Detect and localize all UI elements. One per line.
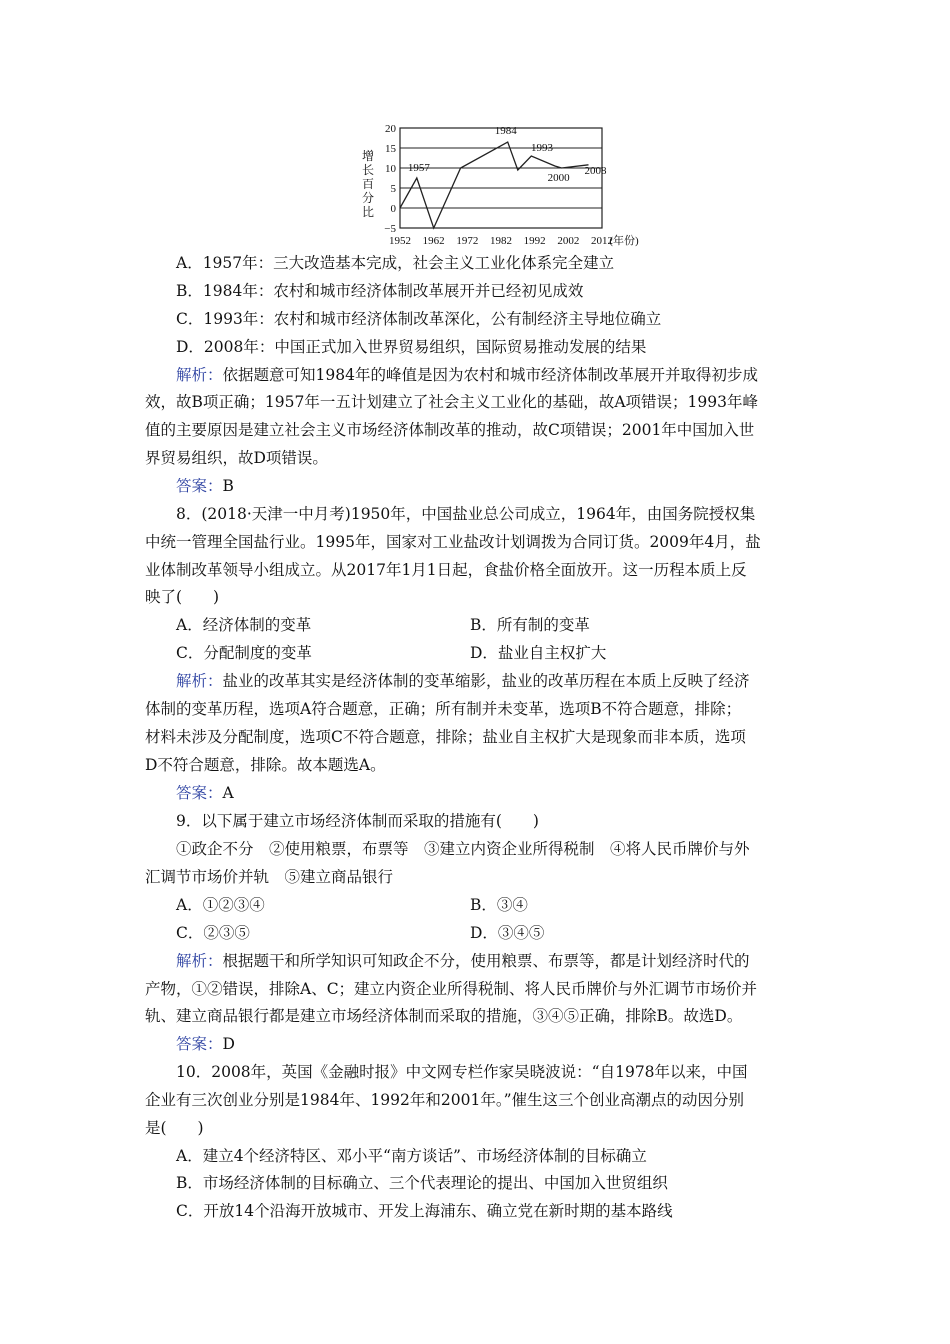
annotation-label: 1957 <box>407 162 430 174</box>
analysis-line <box>176 671 750 691</box>
analysis-label: 解析： <box>176 366 223 384</box>
text-line <box>176 309 661 329</box>
line-text: B <box>222 477 234 495</box>
text-line <box>145 560 747 580</box>
y-tick-label: 5 <box>390 183 396 195</box>
y-axis-label-char: 分 <box>361 191 375 205</box>
line-text: B．1984年：农村和城市经济体制改革展开并已经初见成效 <box>176 282 584 300</box>
text-line <box>145 867 393 887</box>
analysis-line <box>176 951 750 971</box>
text-line <box>176 615 311 635</box>
text-line <box>145 532 761 552</box>
line-text: D不符合题意，排除。故本题选A。 <box>145 756 386 774</box>
line-text: A <box>222 784 234 802</box>
answer-label: 答案： <box>176 477 223 495</box>
x-tick-label: 1962 <box>422 235 445 247</box>
text-line <box>145 448 328 468</box>
text-line <box>145 392 758 412</box>
line-text: A．经济体制的变革 <box>176 616 312 634</box>
chart-grid <box>400 128 602 228</box>
text-line <box>145 979 757 999</box>
line-text: C．开放14个沿海开放城市、开发上海浦东、确立党在新时期的基本路线 <box>176 1202 673 1220</box>
text-line <box>145 1006 742 1026</box>
line-text: D <box>222 1035 235 1053</box>
x-tick-label: 1972 <box>456 235 479 247</box>
line-text: 值的主要原因是建立社会主义市场经济体制改革的推动，故C项错误；2001年中国加入世 <box>145 421 755 439</box>
text-line <box>145 1090 744 1110</box>
x-tick-label: 1982 <box>490 235 512 247</box>
answer-label: 答案： <box>176 784 223 802</box>
y-tick-label: 15 <box>385 143 396 155</box>
line-text: 中统一管理全国盐行业。1995年，国家对工业盐改计划调拨为合同订货。2009年4月，盐 <box>145 533 761 551</box>
text-line <box>145 727 746 747</box>
y-axis-label-char: 长 <box>361 163 375 177</box>
text-line <box>145 699 741 719</box>
annotation-label: 2000 <box>547 172 570 184</box>
y-tick-label: −5 <box>384 223 396 235</box>
text-line <box>176 1062 748 1082</box>
text-line <box>176 839 750 859</box>
y-axis-label-char: 比 <box>361 205 375 219</box>
line-text: 是( ) <box>145 1119 204 1137</box>
answer-line <box>176 1034 235 1054</box>
text-line <box>176 253 614 273</box>
plot-frame <box>400 128 602 228</box>
text-line <box>176 643 312 663</box>
series-line <box>400 142 589 228</box>
line-text: 盐业的改革其实是经济体制的变革缩影，盐业的改革历程在本质上反映了经济 <box>222 672 750 690</box>
text-line <box>176 1201 673 1221</box>
answer-label: 答案： <box>176 1035 223 1053</box>
answer-line <box>176 783 234 803</box>
text-line <box>145 587 219 607</box>
line-text: ①政企不分 ②使用粮票，布票等 ③建立内资企业所得税制 ④将人民币牌价与外 <box>176 840 750 858</box>
line-text: 8．(2018·天津一中月考)1950年，中国盐业总公司成立，1964年，由国务院授权集 <box>176 505 756 523</box>
text-line <box>145 420 754 440</box>
chart-annotations <box>408 125 607 184</box>
text-line <box>145 755 386 775</box>
x-axis-label: (年份) <box>609 235 639 247</box>
analysis-label: 解析： <box>176 952 223 970</box>
line-text: 效，故B项正确；1957年一五计划建立了社会主义工业化的基础，故A项错误；1993年峰 <box>145 393 758 411</box>
line-text: 界贸易组织，故D项错误。 <box>145 449 328 467</box>
x-tick-label: 2012 <box>591 235 613 247</box>
text-line <box>176 1173 668 1193</box>
y-tick-labels <box>384 123 396 235</box>
line-text: C．②③⑤ <box>176 924 250 942</box>
text-line <box>176 337 646 357</box>
y-axis-label-char: 增 <box>361 149 375 163</box>
text-line <box>145 1118 204 1138</box>
chart-series <box>400 142 589 228</box>
option-text: B．所有制的变革 <box>470 616 590 634</box>
y-tick-label: 20 <box>385 123 396 135</box>
text-line <box>176 1146 647 1166</box>
annotation-label: 2008 <box>584 164 607 177</box>
line-text: A．①②③④ <box>176 896 265 914</box>
x-tick-label: 2002 <box>557 235 580 247</box>
y-tick-label: 0 <box>390 203 396 215</box>
option-text: D．盐业自主权扩大 <box>470 644 607 662</box>
line-text: 业体制改革领导小组成立。从2017年1月1日起，食盐价格全面放开。这一历程本质上反 <box>145 561 747 579</box>
growth-line-chart <box>352 120 672 250</box>
x-tick-label: 1992 <box>523 235 546 247</box>
text-line <box>176 281 583 301</box>
line-text: 企业有三次创业分别是1984年、1992年和2001年。”催生这三个创业高潮点的动因分别 <box>145 1091 745 1109</box>
annotation-label: 1984 <box>494 125 517 137</box>
line-text: 依据题意可知1984年的峰值是因为农村和城市经济体制改革展开并取得初步成 <box>222 366 758 384</box>
text-line <box>176 895 265 915</box>
line-text: 汇调节市场价并轨 ⑤建立商品银行 <box>145 868 394 886</box>
text-line <box>176 811 539 831</box>
line-text: 材料未涉及分配制度，选项C不符合题意，排除；盐业自主权扩大是现象而非本质，选项 <box>145 728 746 746</box>
line-text: A．1957年：三大改造基本完成，社会主义工业化体系完全建立 <box>176 254 615 272</box>
text-line <box>176 504 755 524</box>
line-text: 产物，①②错误，排除A、C；建立内资企业所得税制、将人民币牌价与外汇调节市场价并 <box>145 980 758 998</box>
annotation-label: 1993 <box>531 142 554 154</box>
y-tick-label: 10 <box>385 163 396 175</box>
line-text: D．2008年：中国正式加入世界贸易组织，国际贸易推动发展的结果 <box>176 338 647 356</box>
line-text: 体制的变革历程，选项A符合题意，正确；所有制并未变革，选项B不符合题意，排除； <box>145 700 742 718</box>
line-text: 映了( ) <box>145 588 220 606</box>
line-text: 9．以下属于建立市场经济体制而采取的措施有( ) <box>176 812 539 830</box>
line-text: 轨、建立商品银行都是建立市场经济体制而采取的措施，③④⑤正确，排除B。故选D。 <box>145 1007 743 1025</box>
x-tick-labels <box>389 233 639 247</box>
option-text: B．③④ <box>470 896 528 914</box>
option-text: D．③④⑤ <box>470 924 545 942</box>
text-line <box>176 923 250 943</box>
line-text: C．分配制度的变革 <box>176 644 312 662</box>
line-text: 根据题干和所学知识可知政企不分，使用粮票、布票等，都是计划经济时代的 <box>222 952 750 970</box>
analysis-label: 解析： <box>176 672 223 690</box>
y-axis-label-char: 百 <box>361 177 375 191</box>
line-text: C．1993年：农村和城市经济体制改革深化，公有制经济主导地位确立 <box>176 310 662 328</box>
line-text: 10．2008年，英国《金融时报》中文网专栏作家吴晓波说：“自1978年以来，中国 <box>176 1063 748 1081</box>
analysis-line <box>176 365 758 385</box>
line-text: A．建立4个经济特区、邓小平“南方谈话”、市场经济体制的目标确立 <box>176 1147 647 1165</box>
answer-line <box>176 476 234 496</box>
y-axis-label <box>362 149 374 219</box>
x-tick-label: 1952 <box>389 235 411 247</box>
line-text: B．市场经济体制的目标确立、三个代表理论的提出、中国加入世贸组织 <box>176 1174 668 1192</box>
